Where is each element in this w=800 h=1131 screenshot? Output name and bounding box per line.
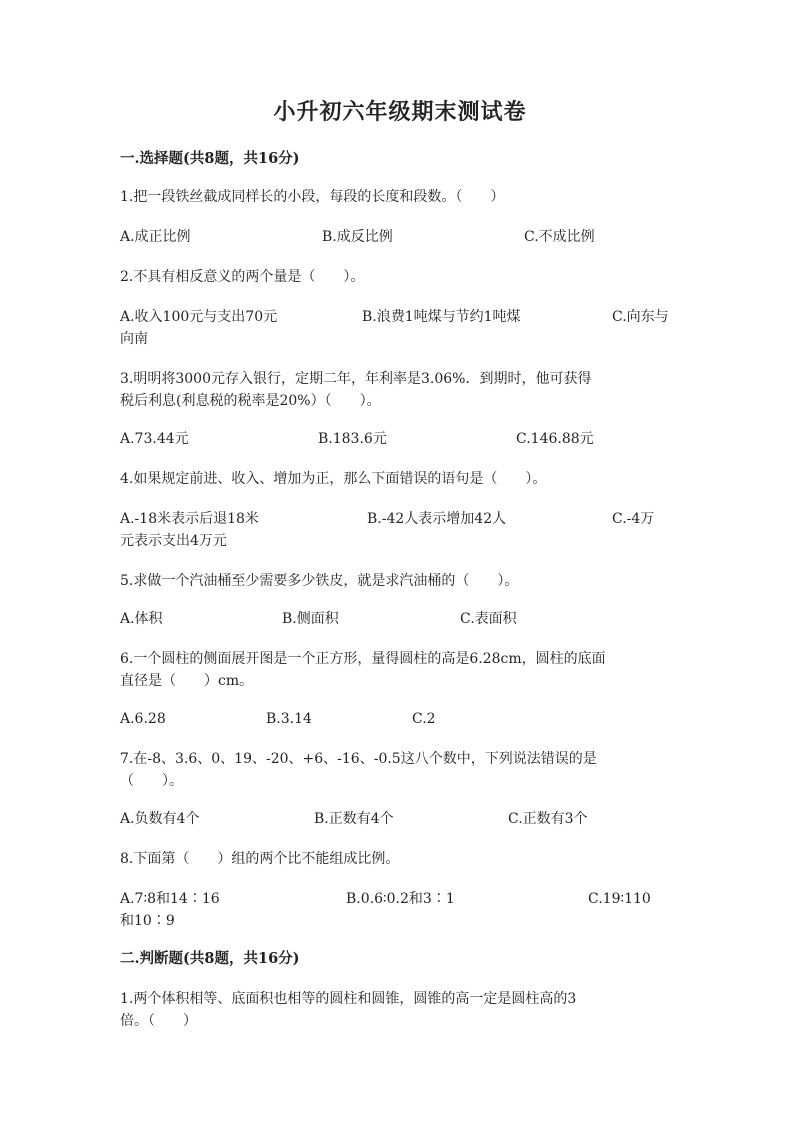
question-3-line-2: 税后利息(利息税的税率是20%）（ ）。: [120, 393, 381, 409]
question-2-option-b: B.浪费1吨煤与节约1吨煤: [362, 309, 521, 325]
question-8-option-b: B.0.6∶0.2和3∶1: [346, 891, 455, 907]
question-3-line-1: 3.明明将3000元存入银行，定期二年，年利率是3.06%．到期时，他可获得: [120, 371, 592, 387]
question-7-line-2: （ ）。: [120, 773, 183, 789]
section-heading-judgement: 二.判断题(共8题，共16分): [120, 950, 300, 967]
judgement-1-line-2: 倍。（ ）: [120, 1013, 197, 1029]
question-4-option-c-continued: 元表示支出4万元: [120, 533, 227, 549]
question-5-option-b: B.侧面积: [282, 611, 339, 627]
question-8-option-c: C.19∶110: [588, 891, 651, 907]
question-6-option-b: B.3.14: [266, 711, 312, 727]
question-2-option-c: C.向东与: [612, 309, 669, 325]
question-1-option-b: B.成反比例: [322, 229, 393, 245]
question-2: 2.不具有相反意义的两个量是（ ）。: [120, 269, 365, 285]
page-title: 小升初六年级期末测试卷: [273, 99, 527, 125]
question-7-option-b: B.正数有4个: [314, 811, 394, 827]
question-6-line-1: 6.一个圆柱的侧面展开图是一个正方形，量得圆柱的高是6.28cm，圆柱的底面: [120, 651, 606, 667]
question-4-option-a: A.-18米表示后退18米: [120, 511, 259, 527]
question-4-option-b: B.-42人表示增加42人: [367, 511, 507, 527]
question-6-line-2: 直径是（ ）cm。: [120, 673, 254, 689]
question-4: 4.如果规定前进、收入、增加为正，那么下面错误的语句是（ ）。: [120, 471, 547, 487]
question-7-line-1: 7.在-8、3.6、0、19、-20、+6、-16、-0.5这八个数中，下列说法错误的是: [120, 751, 597, 767]
question-1-option-a: A.成正比例: [120, 229, 191, 245]
question-7-option-a: A.负数有4个: [120, 811, 200, 827]
question-2-option-a: A.收入100元与支出70元: [120, 309, 278, 325]
question-3-option-b: B.183.6元: [318, 431, 387, 447]
question-5-option-a: A.体积: [120, 611, 163, 627]
question-3-option-c: C.146.88元: [516, 431, 594, 447]
question-4-option-c: C.-4万: [612, 511, 655, 527]
judgement-1-line-1: 1.两个体积相等、底面积也相等的圆柱和圆锥，圆锥的高一定是圆柱高的3: [120, 991, 577, 1007]
section-heading-choice: 一.选择题(共8题，共16分): [120, 150, 300, 167]
question-8-option-c-continued: 和10∶9: [120, 913, 175, 929]
question-6-option-a: A.6.28: [120, 711, 166, 727]
question-8-option-a: A.7∶8和14∶16: [120, 891, 220, 907]
question-5-option-c: C.表面积: [460, 611, 517, 627]
question-3-option-a: A.73.44元: [120, 431, 189, 447]
question-6-option-c: C.2: [412, 711, 436, 727]
question-5: 5.求做一个汽油桶至少需要多少铁皮，就是求汽油桶的（ ）。: [120, 573, 519, 589]
question-7-option-c: C.正数有3个: [508, 811, 588, 827]
question-1: 1.把一段铁丝截成同样长的小段，每段的长度和段数。（ ）: [120, 189, 505, 205]
question-2-option-c-continued: 向南: [120, 331, 148, 347]
question-1-option-c: C.不成比例: [524, 229, 595, 245]
question-8: 8.下面第（ ）组的两个比不能组成比例。: [120, 851, 400, 867]
